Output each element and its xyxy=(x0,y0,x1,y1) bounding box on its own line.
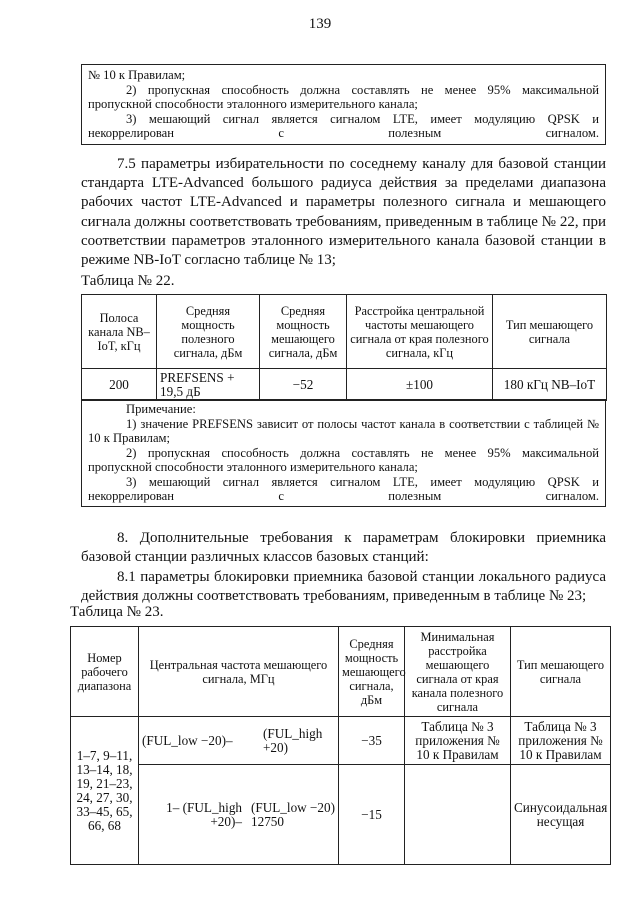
page-number: 139 xyxy=(308,16,332,32)
table23-freq-left: (FUL_low −20)– xyxy=(142,732,233,748)
section-8-text: 8. Дополнительные требования к параметрам блокировки приемника базовой станции различных классов базовых станций: xyxy=(81,530,606,566)
table22-header-type: Тип мешающего сигнала xyxy=(493,295,607,369)
table23-header-center-frequency: Центральная частота мешающего сигнала, МГц xyxy=(139,627,339,717)
table-row xyxy=(71,765,611,865)
table23-caption: Таблица № 23. xyxy=(70,604,164,620)
table22-header-row xyxy=(82,295,607,369)
table23-header-min-offset: Минимальная расстройка мешающего сигнала от края канала полезного сигнала xyxy=(405,627,511,717)
top-note-line-2: 2) пропускная способность должна составлять не менее 95% максимальной пропускной способности эталонного измерительного канала; xyxy=(88,82,599,111)
table22-header-bandwidth: Полоса канала NB–IoT, кГц xyxy=(82,295,157,369)
table22-note-line-1: 1) значение PREFSENS зависит от полосы частот канала в соответствии с таблицей № 10 к Правилам; xyxy=(88,416,599,445)
table23-cell-offset: Таблица № 3 приложения № 10 к Правилам xyxy=(405,717,511,765)
top-note-line-3: 3) мешающий сигнал является сигналом LTE, имеет модуляцию QPSK и некоррелирован с полезным сигналом. xyxy=(88,111,599,140)
top-note-line-1: № 10 к Правилам; xyxy=(88,68,186,82)
table22-note-line-3: 3) мешающий сигнал является сигналом LTE, имеет модуляцию QPSK и некоррелирован с полезным сигналом. xyxy=(88,474,599,503)
table23-header-row xyxy=(71,627,611,717)
section-7-5-paragraph xyxy=(81,155,606,270)
table22-note-box xyxy=(81,399,606,507)
table22-header-wanted-power: Средняя мощность полезного сигнала, дБм xyxy=(157,295,260,369)
section-8-paragraph xyxy=(81,529,606,567)
table23-cell-type: Синусоидальная несущая xyxy=(511,765,611,865)
table23-cell-power: −35 xyxy=(339,717,405,765)
table23-cell-offset xyxy=(405,765,511,865)
table23-freq-right: (FUL_high +20) xyxy=(263,725,323,755)
table23-cell-type: Таблица № 3 приложения № 10 к Правилам xyxy=(511,717,611,765)
table23-header-type: Тип мешающего сигнала xyxy=(511,627,611,717)
table-22 xyxy=(81,294,607,401)
table22-header-offset: Расстройка центральной частоты мешающего сигнала от края полезного сигнала, кГц xyxy=(347,295,493,369)
table-row xyxy=(82,369,607,401)
table-row xyxy=(71,717,611,765)
table22-cell-interferer-power: −52 xyxy=(260,369,347,401)
top-note-box xyxy=(81,64,606,145)
table22-header-interferer-power: Средняя мощность мешающего сигнала, дБм xyxy=(260,295,347,369)
table23-cell-power: −15 xyxy=(339,765,405,865)
table22-caption: Таблица № 22. xyxy=(81,273,175,289)
table-23 xyxy=(70,626,611,865)
table22-note-title: Примечание: xyxy=(126,402,196,416)
table22-cell-bandwidth: 200 xyxy=(82,369,157,401)
table23-cell-frequency xyxy=(139,717,339,765)
table22-cell-type: 180 кГц NB–IoT xyxy=(493,369,607,401)
table22-cell-offset: ±100 xyxy=(347,369,493,401)
section-8-1-text: 8.1 параметры блокировки приемника базовой станции локального радиуса действия должны соответствовать требованиям, приведенным в таблице № 23; xyxy=(81,569,606,605)
table23-cell-frequency xyxy=(139,765,339,865)
table23-header-interferer-power: Средняя мощность мешающего сигнала, дБм xyxy=(339,627,405,717)
section-8-1-paragraph xyxy=(81,568,606,606)
section-7-5-text: 7.5 параметры избирательности по соседнему каналу для базовой станции стандарта LTE-Advanced большого радиуса действия за пределами диапазона рабочих частот LTE-Advanced и параметры полезного сигнала и мешающего сигнала должны соответствовать требованиям, приведенным в таблице № 22, при соответствии параметров эталонного измерительного канала базовой станции в режиме NB-IoT согласно таблице № 13; xyxy=(81,156,606,269)
table23-header-band: Номер рабочего диапазона xyxy=(71,627,139,717)
table22-cell-wanted-power: PREFSENS + 19,5 дБ xyxy=(157,369,260,401)
table22-note-line-2: 2) пропускная способность должна составлять не менее 95% максимальной пропускной способности эталонного измерительного канала; xyxy=(88,445,599,474)
table23-freq-left: 1– (FUL_high +20)– xyxy=(166,799,242,829)
table23-cell-bands: 1–7, 9–11, 13–14, 18, 19, 21–23, 24, 27, 30, 33–45, 65, 66, 68 xyxy=(71,717,139,865)
table23-freq-right: (FUL_low −20) 12750 xyxy=(251,799,335,829)
